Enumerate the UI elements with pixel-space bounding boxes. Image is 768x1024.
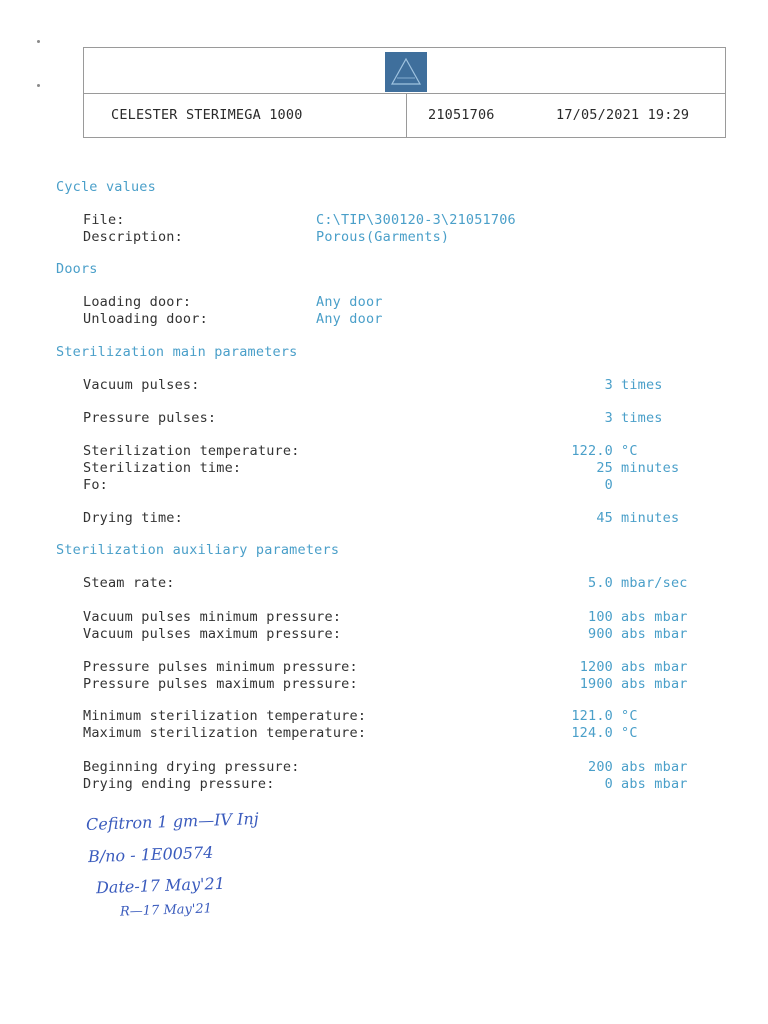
description-value: Porous(Garments): [316, 229, 450, 245]
max-sterilization-temperature-value: 124.0: [571, 725, 613, 741]
beginning-drying-pressure-value: 200: [588, 759, 613, 775]
drying-time-label: Drying time:: [83, 510, 183, 526]
pressure-max-pressure-label: Pressure pulses maximum pressure:: [83, 676, 358, 692]
report-header: [83, 47, 726, 138]
handwritten-signature: R—17 May'21: [119, 901, 213, 920]
max-sterilization-temperature-unit: °C: [621, 725, 638, 741]
min-sterilization-temperature-label: Minimum sterilization temperature:: [83, 708, 367, 724]
vacuum-min-pressure-label: Vacuum pulses minimum pressure:: [83, 609, 342, 625]
description-label: Description:: [83, 229, 183, 245]
header-divider: [406, 94, 407, 138]
unloading-door-value: Any door: [316, 311, 383, 327]
drying-time-value: 45: [596, 510, 613, 526]
pressure-pulses-unit: times: [621, 410, 663, 426]
fo-value: 0: [604, 477, 613, 493]
unloading-door-label: Unloading door:: [83, 311, 208, 327]
pressure-min-pressure-unit: abs mbar: [621, 659, 688, 675]
drying-ending-pressure-unit: abs mbar: [621, 776, 688, 792]
loading-door-value: Any door: [316, 294, 383, 310]
company-logo: [385, 52, 427, 92]
vacuum-pulses-value: 3: [604, 377, 613, 393]
vacuum-max-pressure-value: 900: [588, 626, 613, 642]
sterilization-temperature-value: 122.0: [571, 443, 613, 459]
header-logo-row: [84, 48, 725, 94]
section-cycle-values: Cycle values: [56, 179, 156, 195]
sterilization-time-unit: minutes: [621, 460, 680, 476]
pressure-max-pressure-value: 1900: [579, 676, 613, 692]
min-sterilization-temperature-unit: °C: [621, 708, 638, 724]
handwritten-batch-note: B/no - 1E00574: [87, 842, 214, 867]
section-doors: Doors: [56, 261, 98, 277]
max-sterilization-temperature-label: Maximum sterilization temperature:: [83, 725, 367, 741]
header-info-row: [84, 94, 725, 138]
cycle-number: 21051706: [428, 107, 495, 123]
sterilization-time-label: Sterilization time:: [83, 460, 242, 476]
vacuum-max-pressure-label: Vacuum pulses maximum pressure:: [83, 626, 342, 642]
fo-label: Fo:: [83, 477, 108, 493]
logo-triangle-icon: [385, 52, 427, 92]
beginning-drying-pressure-label: Beginning drying pressure:: [83, 759, 300, 775]
scan-speck: [37, 40, 40, 43]
sterilization-temperature-unit: °C: [621, 443, 638, 459]
pressure-min-pressure-value: 1200: [579, 659, 613, 675]
section-main-parameters: Sterilization main parameters: [56, 344, 298, 360]
drying-time-unit: minutes: [621, 510, 680, 526]
steam-rate-value: 5.0: [588, 575, 613, 591]
file-label: File:: [83, 212, 125, 228]
pressure-max-pressure-unit: abs mbar: [621, 676, 688, 692]
vacuum-max-pressure-unit: abs mbar: [621, 626, 688, 642]
handwritten-product-note: Cefitron 1 gm—IV Inj: [85, 808, 259, 835]
loading-door-label: Loading door:: [83, 294, 192, 310]
beginning-drying-pressure-unit: abs mbar: [621, 759, 688, 775]
scan-speck: [37, 84, 40, 87]
machine-name: CELESTER STERIMEGA 1000: [111, 107, 303, 123]
sterilization-temperature-label: Sterilization temperature:: [83, 443, 300, 459]
vacuum-pulses-label: Vacuum pulses:: [83, 377, 200, 393]
sterilization-time-value: 25: [596, 460, 613, 476]
cycle-datetime: 17/05/2021 19:29: [556, 107, 690, 123]
vacuum-min-pressure-value: 100: [588, 609, 613, 625]
pressure-min-pressure-label: Pressure pulses minimum pressure:: [83, 659, 358, 675]
vacuum-pulses-unit: times: [621, 377, 663, 393]
steam-rate-label: Steam rate:: [83, 575, 175, 591]
section-auxiliary-parameters: Sterilization auxiliary parameters: [56, 542, 340, 558]
min-sterilization-temperature-value: 121.0: [571, 708, 613, 724]
pressure-pulses-label: Pressure pulses:: [83, 410, 217, 426]
steam-rate-unit: mbar/sec: [621, 575, 688, 591]
handwritten-date-note: Date-17 May'21: [95, 873, 226, 898]
pressure-pulses-value: 3: [604, 410, 613, 426]
vacuum-min-pressure-unit: abs mbar: [621, 609, 688, 625]
file-value: C:\TIP\300120-3\21051706: [316, 212, 516, 228]
drying-ending-pressure-label: Drying ending pressure:: [83, 776, 275, 792]
drying-ending-pressure-value: 0: [604, 776, 613, 792]
